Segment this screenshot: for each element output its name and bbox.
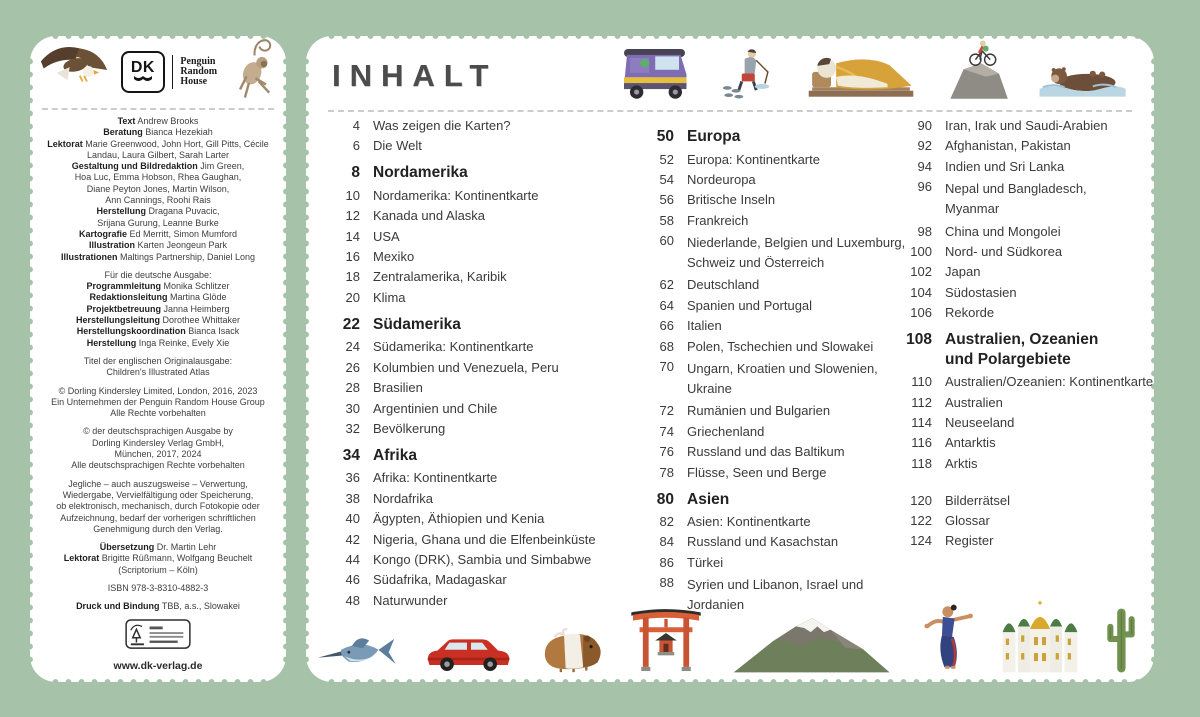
toc-page-number: 20 xyxy=(345,289,360,305)
toc-page-number: 102 xyxy=(910,264,932,280)
credit-block xyxy=(36,116,280,263)
top-icon-strip xyxy=(611,42,1128,106)
toc-entry xyxy=(330,118,630,134)
credit-line: Genehmigung durch den Verlag. xyxy=(93,523,223,534)
toc-page-number: 10 xyxy=(345,187,360,203)
credit-line: Dorling Kindersley Verlag GmbH, xyxy=(91,437,225,448)
reclining-buddha-icon xyxy=(803,41,919,106)
toc-label: Arktis xyxy=(945,455,978,471)
eagle-icon xyxy=(38,40,110,105)
credit-line: München, 2017, 2024 xyxy=(114,449,202,460)
toc-page-number: 120 xyxy=(910,492,932,508)
mountain-cyclist-icon xyxy=(943,39,1013,106)
fsc-logo xyxy=(30,619,286,654)
toc-page-number: 56 xyxy=(659,192,674,208)
credit-line: Herstellung Inga Reinke, Evely Xie xyxy=(86,337,230,348)
credit-line: Herstellung Dragana Puvacic, xyxy=(96,206,220,217)
dk-prh-logo xyxy=(121,51,217,93)
credit-block xyxy=(36,601,280,612)
toc-label: Asien xyxy=(687,490,730,508)
toc-page-number: 62 xyxy=(659,277,674,293)
toc-section xyxy=(644,490,894,510)
credit-block xyxy=(36,386,280,420)
toc-label: Asien: Kontinentkarte xyxy=(687,514,811,530)
toc-page-number: 44 xyxy=(345,551,360,567)
credit-line: Für die deutsche Ausgabe: xyxy=(104,269,212,280)
credit-line: Jegliche – auch auszugsweise – Verwertung, xyxy=(68,478,248,489)
toc-entry xyxy=(330,138,630,154)
toc-label: Nord- und Südkorea xyxy=(945,243,1063,259)
toc-page-number: 38 xyxy=(345,490,360,506)
toc-label: Australien/Ozeanien: Kontinentkarte xyxy=(945,374,1154,390)
toc-label: Südostasien xyxy=(945,284,1017,300)
toc-label: Neuseeland xyxy=(945,414,1015,430)
toc-page-number: 114 xyxy=(911,414,932,430)
toc-label: Frankreich xyxy=(687,212,749,228)
sea-otter-icon xyxy=(1038,53,1128,106)
toc-label: Zentralamerika, Karibik xyxy=(373,269,507,285)
toc-entry xyxy=(644,514,894,530)
toc-entry xyxy=(330,208,630,224)
credit-line: ISBN 978-3-8310-4882-3 xyxy=(107,582,209,593)
credits-text xyxy=(36,116,280,620)
toc-entry xyxy=(330,380,630,396)
toc-page-number: 42 xyxy=(345,531,360,547)
toc-page-number: 36 xyxy=(345,470,360,486)
toc-entry xyxy=(644,213,894,229)
toc-page-number: 4 xyxy=(352,118,360,133)
credit-line: Alle Rechte vorbehalten xyxy=(110,408,206,419)
toc-entry xyxy=(644,152,894,168)
toc-page-number: 124 xyxy=(910,533,932,549)
credit-line: © der deutschsprachigen Ausgabe by xyxy=(83,426,233,437)
toc-page-number: 24 xyxy=(345,339,360,355)
mountain-icon xyxy=(726,610,898,679)
toc-page-number: 16 xyxy=(345,249,360,265)
credit-line: Lektorat Marie Greenwood, John Hort, Gill Pitts, Cécile xyxy=(47,138,269,149)
toc-label: Mexiko xyxy=(373,249,415,265)
toc-label: Italien xyxy=(687,318,722,334)
toc-page-number: 18 xyxy=(345,269,360,285)
credit-line: Programmleitung Monika Schlitzer xyxy=(86,281,230,292)
credit-line: Srijana Gurung, Leanne Burke xyxy=(97,217,219,228)
credit-block xyxy=(36,356,280,379)
toc-page-number: 46 xyxy=(345,572,360,588)
toc-page-number: 66 xyxy=(659,318,674,334)
toc-page-number: 28 xyxy=(345,380,360,396)
cactus-icon xyxy=(1104,604,1138,679)
toc-label: Die Welt xyxy=(373,138,422,154)
toc-page-number: 94 xyxy=(917,158,932,174)
toc-section xyxy=(330,163,630,183)
toc-page-number: 78 xyxy=(659,464,674,480)
toc-entry xyxy=(330,339,630,355)
toc-label: Afghanistan, Pakistan xyxy=(945,138,1071,154)
toc-entry xyxy=(902,533,1154,549)
toc-page-number: 86 xyxy=(659,554,674,570)
credit-line: Lektorat Brigitte Rüßmann, Wolfgang Beuchelt xyxy=(63,553,253,564)
toc-label: Rekorde xyxy=(945,305,995,321)
credit-line: Übersetzung Dr. Martin Lehr xyxy=(99,542,217,553)
credit-line: Projektbetreuung Janna Heimberg xyxy=(86,303,230,314)
toc-label: Südafrika, Madagaskar xyxy=(373,572,507,588)
toc-entry xyxy=(902,264,1154,280)
tuktuk-icon xyxy=(611,43,695,106)
toc-entry xyxy=(330,421,630,437)
toc-label: Nordeuropa xyxy=(687,171,756,187)
toc-label: Niederlande, Belgien und Luxemburg, Schweiz und Österreich xyxy=(687,235,906,271)
credit-line: Text Andrew Brooks xyxy=(117,116,199,126)
toc-label: China und Mongolei xyxy=(945,223,1061,239)
toc-page-number: 98 xyxy=(917,223,932,239)
toc-entry xyxy=(330,269,630,285)
toc-entry xyxy=(902,179,1154,219)
toc-entry xyxy=(902,415,1154,431)
toc-page-number: 60 xyxy=(659,233,674,249)
left-page-header xyxy=(38,40,278,104)
toc-label: Nordamerika: Kontinentkarte xyxy=(373,187,539,203)
toc-entry xyxy=(902,224,1154,240)
toc-page-number: 12 xyxy=(345,208,360,224)
toc-label: Syrien und Libanon, Israel und Jordanien xyxy=(687,577,864,613)
toc-label: Ägypten, Äthiopien und Kenia xyxy=(373,511,545,527)
toc-label: Naturwunder xyxy=(373,592,448,608)
toc-label: Griechenland xyxy=(687,423,765,439)
toc-entry xyxy=(902,159,1154,175)
toc-section xyxy=(902,330,1154,369)
guinea-pig-icon xyxy=(537,624,607,679)
cathedral-icon xyxy=(997,600,1083,679)
toc-column xyxy=(330,118,630,613)
toc-page-number: 76 xyxy=(659,444,674,460)
left-page-footer xyxy=(30,619,286,672)
toc-page-number: 96 xyxy=(917,179,932,195)
toc-label: Afrika: Kontinentkarte xyxy=(373,470,498,486)
toc-entry xyxy=(902,395,1154,411)
toc-label: Südamerika xyxy=(373,315,461,333)
toc-section xyxy=(330,315,630,335)
toc-label: Russland und das Baltikum xyxy=(687,444,845,460)
toc-label: Nordamerika xyxy=(373,164,468,182)
toc-entry xyxy=(644,277,894,293)
ice-fisher-icon xyxy=(720,43,778,106)
credit-line: Druck und Bindung TBB, a.s., Slowakei xyxy=(76,601,240,612)
toc-page-number: 14 xyxy=(345,228,360,244)
toc-section xyxy=(644,127,894,147)
toc-label: Rumänien und Bulgarien xyxy=(687,403,831,419)
credit-block xyxy=(36,479,280,535)
toc-label: USA xyxy=(373,228,400,244)
toc-entry xyxy=(644,298,894,314)
toc-entry xyxy=(644,359,894,399)
toc-label: Europa: Kontinentkarte xyxy=(687,151,820,167)
toc-column xyxy=(644,118,906,620)
toc-page-number: 80 xyxy=(656,490,674,508)
toc-label: Bilderrätsel xyxy=(945,492,1011,508)
toc-label: Südamerika: Kontinentkarte xyxy=(373,339,534,355)
toc-entry xyxy=(902,244,1154,260)
toc-page-number: 112 xyxy=(911,394,932,410)
toc-entry xyxy=(644,465,894,481)
penguin-random-house-wordmark: Penguin Random House xyxy=(180,56,218,87)
toc-page-number: 106 xyxy=(910,305,932,321)
credit-line: Children's Illustrated Atlas xyxy=(106,367,210,378)
credit-line: Wiedergabe, Vervielfältigung oder Speicherung, xyxy=(62,489,254,500)
toc-label: Iran, Irak und Saudi-Arabien xyxy=(945,118,1108,133)
toc-page-number: 6 xyxy=(352,138,360,154)
dk-logo-letters: DK xyxy=(130,59,155,76)
toc-label: Deutschland xyxy=(687,277,760,293)
toc-entry xyxy=(644,444,894,460)
torii-gate-icon xyxy=(628,602,704,679)
table-of-contents xyxy=(306,118,1154,613)
toc-entry xyxy=(330,572,630,588)
credit-line: Diane Peyton Jones, Martin Wilson, xyxy=(86,183,230,194)
toc-entry xyxy=(644,233,906,273)
toc-page-number: 26 xyxy=(345,359,360,375)
credit-block xyxy=(36,426,280,471)
toc-page-number: 122 xyxy=(910,513,932,529)
toc-page-number: 88 xyxy=(659,575,674,591)
toc-entry xyxy=(330,249,630,265)
toc-label: Japan xyxy=(945,264,981,280)
toc-entry xyxy=(330,360,630,376)
toc-page-number: 58 xyxy=(659,212,674,228)
toc-page-number: 22 xyxy=(342,315,360,333)
toc-entry xyxy=(902,456,1154,472)
toc-label: Bevölkerung xyxy=(373,420,446,436)
toc-label: Indien und Sri Lanka xyxy=(945,158,1065,174)
credit-line: Ann Cannings, Roohi Rais xyxy=(105,195,211,206)
publisher-website: www.dk-verlag.de xyxy=(113,660,203,672)
toc-entry xyxy=(330,401,630,417)
bottom-icon-strip xyxy=(316,600,1138,679)
toc-page-number: 40 xyxy=(345,511,360,527)
toc-label: Flüsse, Seen und Berge xyxy=(687,464,827,480)
toc-entry xyxy=(644,534,894,550)
credit-line: Illustrationen Maltings Partnership, Daniel Long xyxy=(60,251,256,262)
toc-page-number: 30 xyxy=(345,400,360,416)
credit-block xyxy=(36,542,280,576)
toc-label: Was zeigen die Karten? xyxy=(373,118,511,133)
toc-page-number: 100 xyxy=(910,243,932,259)
toc-entry xyxy=(330,229,630,245)
credit-line: ob elektronisch, mechanisch, durch Fotokopie oder xyxy=(56,501,260,512)
toc-label: Register xyxy=(945,533,994,549)
toc-entry xyxy=(902,305,1154,321)
toc-page-number: 54 xyxy=(659,171,674,187)
toc-page-number: 34 xyxy=(342,446,360,464)
toc-entry xyxy=(330,532,630,548)
toc-page-number: 82 xyxy=(659,514,674,530)
toc-entry xyxy=(644,172,894,188)
toc-entry xyxy=(902,513,1154,529)
toc-entry xyxy=(902,374,1154,390)
toc-page-number: 52 xyxy=(659,151,674,167)
credit-line: Titel der englischen Originalausgabe: xyxy=(83,355,233,366)
red-car-icon xyxy=(423,632,515,679)
toc-label: Ungarn, Kroatien und Slowenien, Ukraine xyxy=(687,361,878,397)
toc-label: Kolumbien und Venezuela, Peru xyxy=(373,359,559,375)
toc-page-number: 90 xyxy=(917,118,932,133)
credit-line: © Dorling Kindersley Limited, London, 2016, 2023 xyxy=(58,385,258,396)
credit-line: Kartografie Ed Merritt, Simon Mumford xyxy=(78,228,238,239)
credit-line: Ein Unternehmen der Penguin Random House Group xyxy=(51,396,265,407)
toc-label: Nordafrika xyxy=(373,490,433,506)
toc-label: Polen, Tschechien und Slowakei xyxy=(687,338,874,354)
credits-page xyxy=(30,36,286,682)
toc-entry xyxy=(330,491,630,507)
credit-line: Gestaltung und Bildredaktion Jim Green, xyxy=(71,161,245,172)
toc-label: Nigeria, Ghana und die Elfenbeinküste xyxy=(373,531,596,547)
toc-page-number: 118 xyxy=(911,455,932,471)
toc-page-number: 72 xyxy=(659,403,674,419)
page-title: INHALT xyxy=(332,58,498,93)
toc-page-number: 70 xyxy=(659,359,674,375)
toc-entry xyxy=(644,555,894,571)
toc-entry xyxy=(644,403,894,419)
toc-entry xyxy=(330,511,630,527)
toc-label: Argentinien und Chile xyxy=(373,400,498,416)
toc-label: Russland und Kasachstan xyxy=(687,534,839,550)
contents-rule xyxy=(328,110,1132,112)
credit-line: Herstellungskoordination Bianca Isack xyxy=(76,326,240,337)
monkey-icon xyxy=(228,36,278,109)
toc-page-number: 64 xyxy=(659,297,674,313)
contents-page xyxy=(306,36,1154,682)
toc-label: Antarktis xyxy=(945,435,996,451)
credit-line: Alle deutschsprachigen Rechte vorbehalten xyxy=(71,460,245,471)
toc-page-number: 110 xyxy=(911,374,932,390)
open-book-glyph xyxy=(133,75,153,84)
toc-label: Glossar xyxy=(945,513,990,529)
toc-page-number: 84 xyxy=(659,534,674,550)
credit-line: Aufzeichnung, bedarf der vorherigen schriftlichen xyxy=(60,512,256,523)
toc-label: Kanada und Alaska xyxy=(373,208,486,224)
toc-label: Spanien und Portugal xyxy=(687,297,813,313)
toc-column xyxy=(902,118,1154,554)
toc-entry xyxy=(330,188,630,204)
toc-page-number: 116 xyxy=(911,435,932,451)
dk-logo xyxy=(121,51,165,93)
credit-line: Redaktionsleitung Martina Glöde xyxy=(89,292,227,303)
toc-page-number: 108 xyxy=(906,331,932,349)
toc-label: Australien xyxy=(945,394,1003,410)
toc-entry xyxy=(330,470,630,486)
toc-entry xyxy=(330,290,630,306)
credit-block xyxy=(36,270,280,349)
credit-line: Illustration Karten Jeongeun Park xyxy=(88,240,228,251)
toc-entry xyxy=(902,493,1154,509)
toc-label: Klima xyxy=(373,289,406,305)
toc-page-number: 92 xyxy=(917,138,932,154)
logo-divider xyxy=(172,55,174,89)
toc-entry xyxy=(644,318,894,334)
swordfish-icon xyxy=(316,632,402,679)
toc-label: Kongo (DRK), Sambia und Simbabwe xyxy=(373,551,592,567)
toc-entry xyxy=(644,424,894,440)
toc-label: Australien, Ozeanien und Polargebiete xyxy=(945,331,1099,368)
toc-page-number: 48 xyxy=(345,592,360,608)
credit-line: Beratung Bianca Hezekiah xyxy=(103,127,213,138)
indian-dancer-icon xyxy=(919,600,975,679)
toc-page-number: 32 xyxy=(345,420,360,436)
toc-section xyxy=(330,446,630,466)
toc-entry xyxy=(902,435,1154,451)
toc-entry xyxy=(902,118,1154,134)
toc-entry xyxy=(644,192,894,208)
toc-page-number: 50 xyxy=(656,128,674,145)
toc-entry xyxy=(330,552,630,568)
credit-line: Landau, Laura Gilbert, Sarah Larter xyxy=(86,149,230,160)
toc-label: Nepal und Bangladesch, Myanmar xyxy=(945,181,1087,217)
toc-label: Europa xyxy=(687,128,741,145)
credit-line: Hoa Luc, Emma Hobson, Rhea Gaughan, xyxy=(74,172,242,183)
toc-page-number: 104 xyxy=(910,284,932,300)
toc-entry xyxy=(902,138,1154,154)
toc-page-number: 8 xyxy=(351,164,360,182)
credit-block xyxy=(36,583,280,594)
credit-line: (Scriptorium – Köln) xyxy=(118,564,198,575)
toc-entry xyxy=(902,285,1154,301)
toc-label: Brasilien xyxy=(373,380,423,396)
toc-label: Britische Inseln xyxy=(687,192,776,208)
toc-label: Türkei xyxy=(687,554,724,570)
toc-entry xyxy=(644,339,894,355)
credit-line: Herstellungsleitung Dorothee Whittaker xyxy=(75,315,241,326)
left-page-rule xyxy=(42,108,274,110)
toc-label: Afrika xyxy=(373,446,417,464)
toc-page-number: 74 xyxy=(659,423,674,439)
toc-page-number: 68 xyxy=(659,338,674,354)
